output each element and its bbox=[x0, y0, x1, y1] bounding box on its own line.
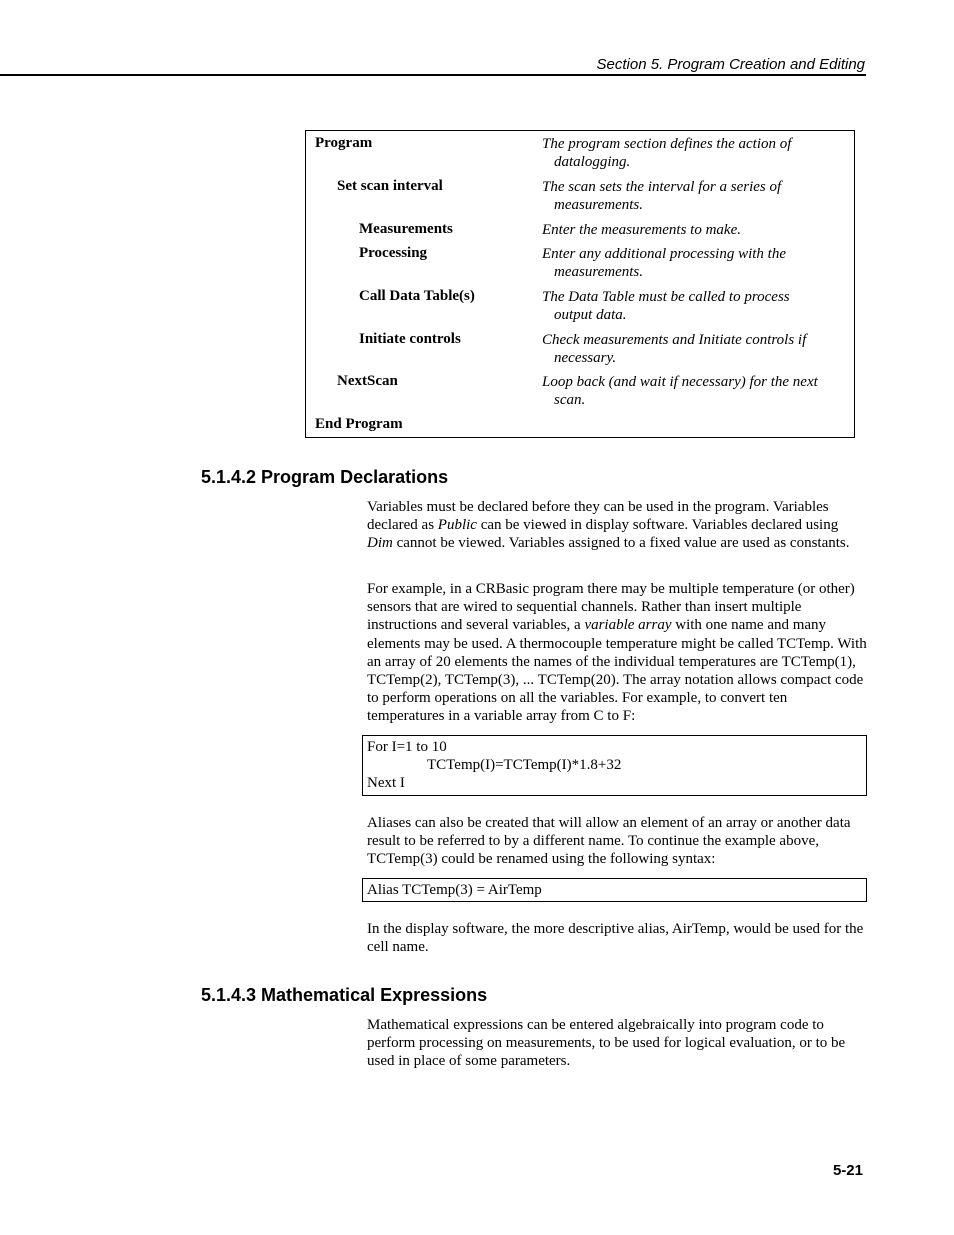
code-line: Next I bbox=[367, 775, 405, 792]
text-run: Variables must be declared before they can be used in the program. Variables declared as bbox=[367, 499, 829, 534]
outline-desc-line: Enter any additional processing with the bbox=[542, 246, 787, 262]
outline-term: End Program bbox=[315, 416, 403, 432]
text-run: with one name and many elements may be used. A thermocouple temperature might be called TCTemp. With an array of 20 elements the names of the individual temperatures are TCTemp(1), TCTemp(2), TCTemp(3), ... TCTemp(20). The array notation allows compact code to perform operations on all the variables. For example, to convert ten temperatures in a variable array from C to F: bbox=[367, 617, 867, 725]
outline-term: Call Data Table(s) bbox=[359, 288, 475, 304]
code-line: Alias TCTemp(3) = AirTemp bbox=[367, 882, 542, 898]
outline-description bbox=[542, 178, 842, 214]
outline-desc-line: The Data Table must be called to process bbox=[542, 289, 790, 305]
outline-description bbox=[542, 373, 842, 409]
outline-desc-line: The program section defines the action of bbox=[542, 136, 792, 152]
outline-desc-line: datalogging. bbox=[554, 154, 631, 170]
outline-term: Set scan interval bbox=[337, 178, 443, 194]
code-example-alias bbox=[362, 878, 867, 902]
outline-term: Program bbox=[315, 135, 373, 151]
page-number: 5-21 bbox=[832, 1162, 863, 1179]
paragraph bbox=[367, 580, 867, 726]
text-run: For example, in a CRBasic program there may be multiple temperature (or other) sensors that are wired to sequential channels. Rather than insert multiple instructions and several variables, a bbox=[367, 581, 855, 634]
code-line: TCTemp(I)=TCTemp(I)*1.8+32 bbox=[427, 757, 622, 774]
outline-desc-line: output data. bbox=[554, 307, 627, 323]
paragraph: In the display software, the more descriptive alias, AirTemp, would be used for the cell name. bbox=[367, 921, 864, 956]
paragraph bbox=[367, 498, 867, 553]
program-outline-table bbox=[305, 130, 855, 438]
outline-desc-line: Enter the measurements to make. bbox=[542, 222, 741, 238]
outline-desc-line: scan. bbox=[554, 392, 586, 408]
emphasis: variable array bbox=[584, 617, 672, 634]
code-example-loop bbox=[362, 735, 867, 796]
section-heading: 5.1.4.2 Program Declarations bbox=[201, 467, 449, 487]
outline-desc-line: necessary. bbox=[554, 350, 617, 366]
outline-desc-line: Check measurements and Initiate controls if bbox=[542, 332, 807, 348]
code-line: For I=1 to 10 bbox=[367, 739, 447, 755]
outline-description bbox=[542, 245, 842, 281]
paragraph: Aliases can also be created that will allow an element of an array or another data result to be referred to by a different name. To continue the example above, TCTemp(3) could be renamed using the following syntax: bbox=[367, 815, 851, 868]
outline-desc-line: The scan sets the interval for a series of bbox=[542, 179, 782, 195]
emphasis: Dim bbox=[367, 535, 393, 552]
outline-desc-line: Loop back (and wait if necessary) for the next bbox=[542, 374, 818, 390]
outline-description bbox=[542, 331, 842, 367]
paragraph: Mathematical expressions can be entered algebraically into program code to perform processing on measurements, to be used for logical evaluation, or to be used in place of some parameters. bbox=[367, 1017, 846, 1070]
emphasis: Public bbox=[437, 517, 477, 534]
outline-description bbox=[542, 288, 842, 324]
text-run: can be viewed in display software. Variables declared using bbox=[476, 517, 839, 534]
outline-description bbox=[542, 221, 842, 239]
outline-desc-line: measurements. bbox=[554, 197, 644, 213]
outline-description bbox=[542, 135, 842, 171]
outline-term: Processing bbox=[359, 245, 428, 261]
text-run: cannot be viewed. Variables assigned to a fixed value are used as constants. bbox=[392, 535, 850, 552]
header-rule bbox=[0, 74, 866, 76]
running-head: Section 5. Program Creation and Editing bbox=[596, 56, 865, 73]
section-heading: 5.1.4.3 Mathematical Expressions bbox=[201, 985, 488, 1005]
outline-desc-line: measurements. bbox=[554, 264, 644, 280]
outline-term: Initiate controls bbox=[359, 331, 461, 347]
outline-term: Measurements bbox=[359, 221, 453, 237]
outline-term: NextScan bbox=[337, 373, 398, 389]
